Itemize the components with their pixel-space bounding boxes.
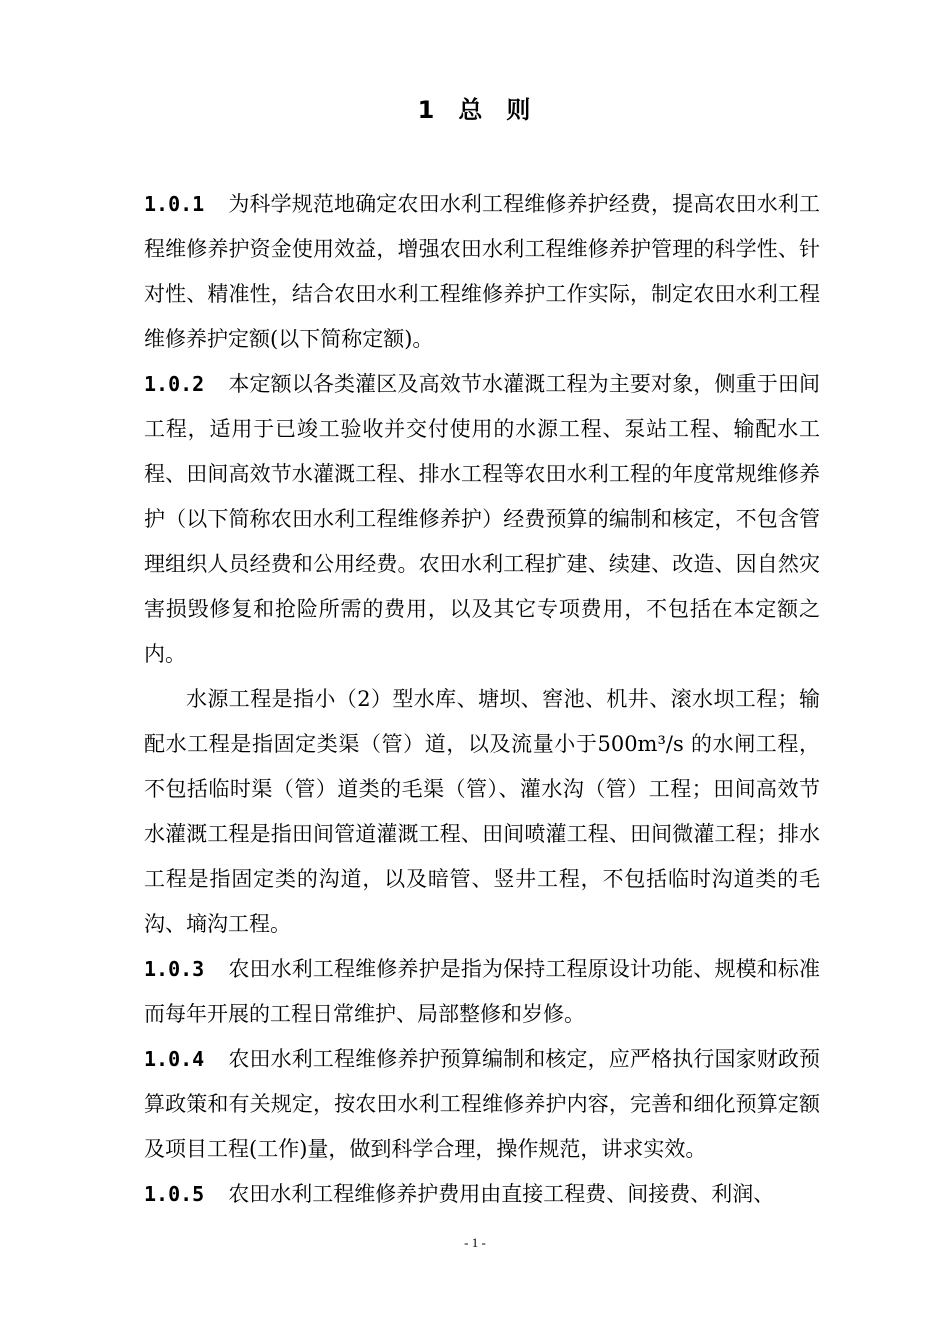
clause-text: 农田水利工程维修养护费用由直接工程费、间接费、利润、 [228, 1182, 775, 1206]
clause-1-0-2-definitions [144, 677, 820, 947]
chapter-title-char-2: 则 [506, 96, 533, 124]
document-body [144, 182, 820, 1217]
clause-1-0-4 [144, 1037, 820, 1172]
clause-number: 1.0.3 [144, 957, 205, 981]
clause-text: 本定额以各类灌区及高效节水灌溉工程为主要对象，侧重于田间工程，适用于已竣工验收并交付使用的水源工程、泵站工程、输配水工程、田间高效节水灌溉工程、排水工程等农田水利工程的年度常规维修养护（以下简称农田水利工程维修养护）经费预算的编制和核定，不包含管理组织人员经费和公用经费。农田水利工程扩建、续建、改造、因自然灾害损毁修复和抢险所需的费用，以及其它专项费用，不包括在本定额之内。 [144, 372, 820, 666]
chapter-number: 1 [417, 96, 437, 124]
clause-1-0-1 [144, 182, 820, 362]
chapter-title-char-1: 总 [458, 96, 485, 124]
clause-1-0-3 [144, 947, 820, 1037]
page-title [0, 92, 950, 128]
clause-number: 1.0.2 [144, 372, 205, 396]
clause-number: 1.0.5 [144, 1182, 205, 1206]
page-number: - 1 - [464, 1235, 486, 1250]
clause-1-0-2 [144, 362, 820, 677]
clause-text: 为科学规范地确定农田水利工程维修养护经费，提高农田水利工程维修养护资金使用效益，增强农田水利工程维修养护管理的科学性、针对性、精准性，结合农田水利工程维修养护工作实际，制定农田水利工程维修养护定额(以下简称定额)。 [144, 192, 820, 351]
clause-1-0-5 [144, 1172, 820, 1217]
clause-text: 水源工程是指小（2）型水库、塘坝、窖池、机井、滚水坝工程；输配水工程是指固定类渠（管）道，以及流量小于500m³/s 的水闸工程，不包括临时渠（管）道类的毛渠（管）、灌水沟（管）工程；田间高效节水灌溉工程是指田间管道灌溉工程、田间喷灌工程、田间微灌工程；排水工程是指固定类的沟道，以及暗管、竖井工程，不包括临时沟道类的毛沟、墒沟工程。 [144, 687, 820, 936]
clause-text: 农田水利工程维修养护预算编制和核定，应严格执行国家财政预算政策和有关规定，按农田水利工程维修养护内容，完善和细化预算定额及项目工程(工作)量，做到科学合理，操作规范，讲求实效。 [144, 1047, 820, 1161]
clause-number: 1.0.4 [144, 1047, 205, 1071]
clause-text: 农田水利工程维修养护是指为保持工程原设计功能、规模和标准而每年开展的工程日常维护、局部整修和岁修。 [144, 957, 820, 1026]
clause-number: 1.0.1 [144, 192, 205, 216]
